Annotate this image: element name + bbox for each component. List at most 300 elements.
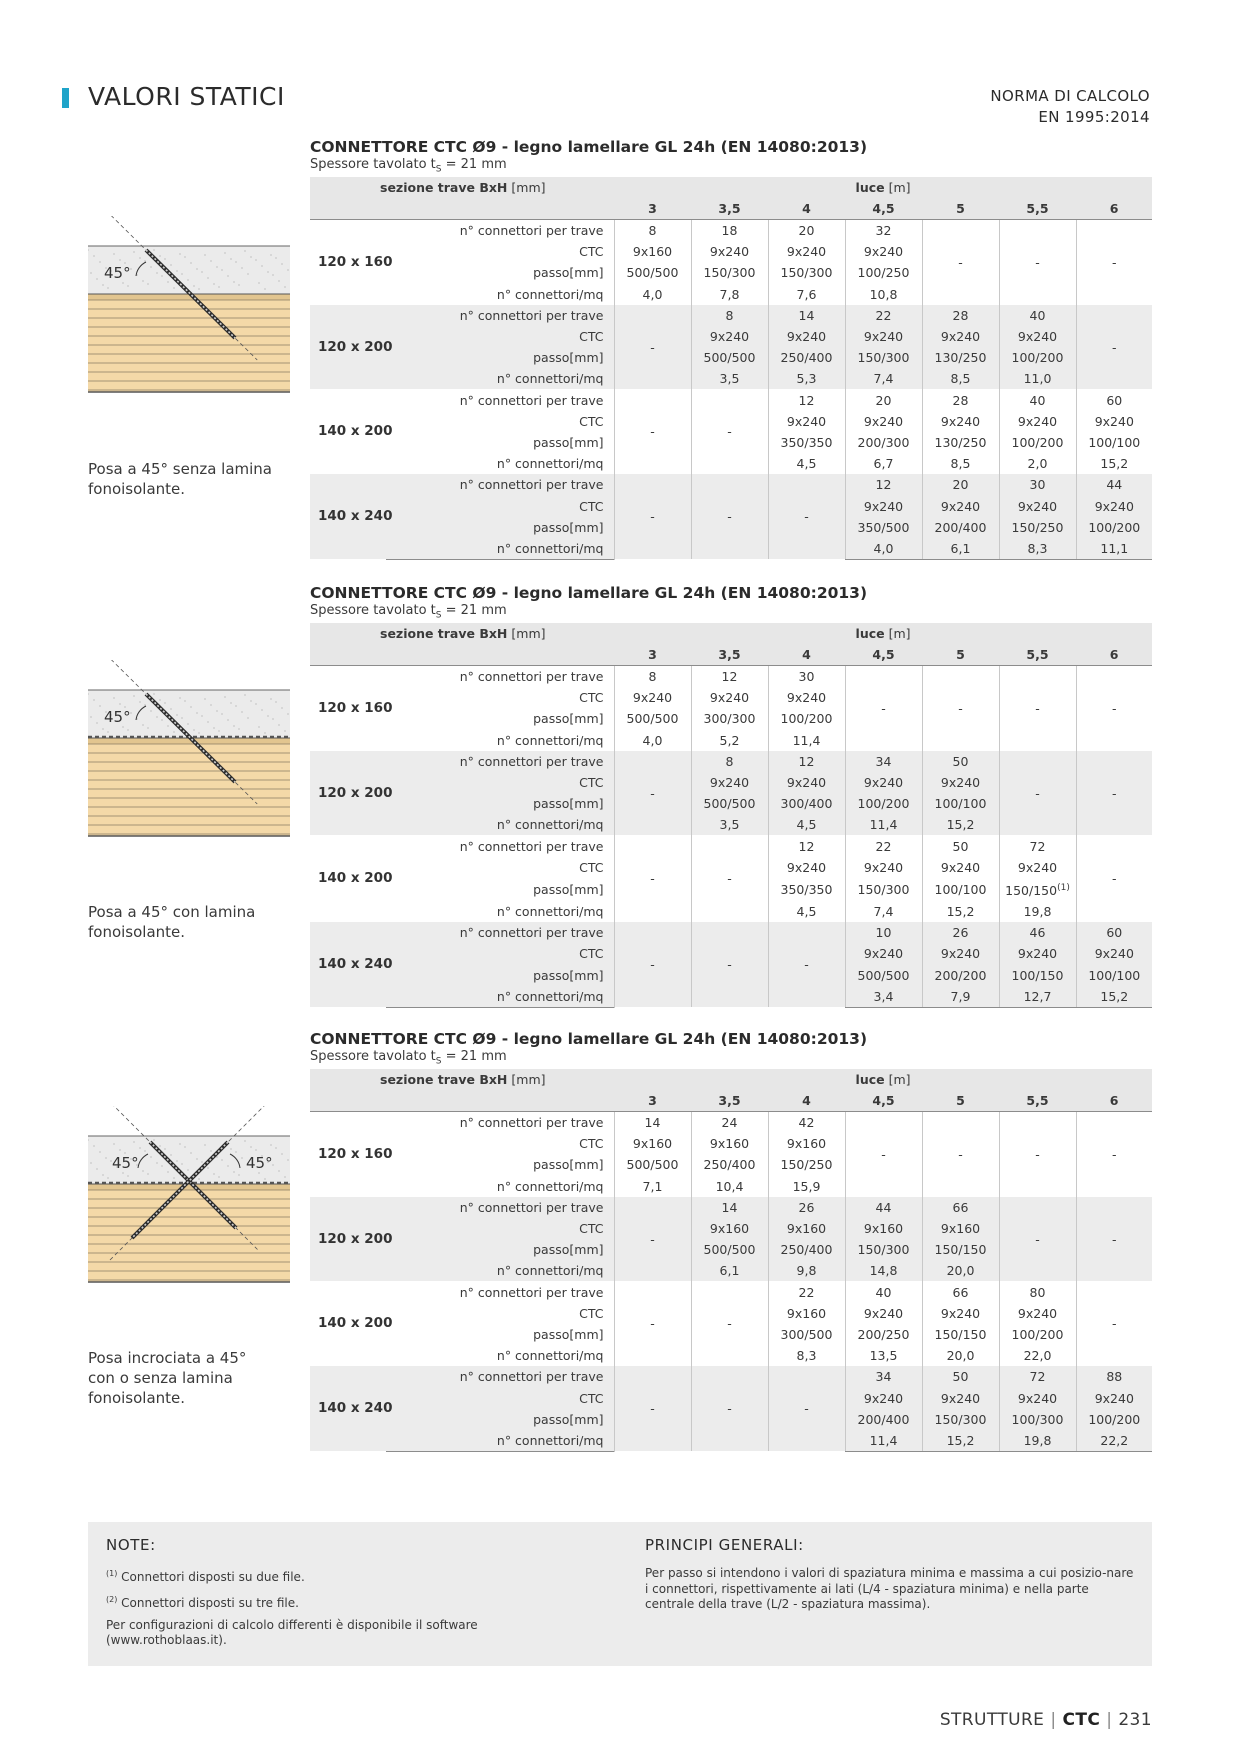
angle-label: 45° — [104, 708, 131, 726]
cell-value: 11,1 — [1076, 538, 1152, 560]
cell-value: 12 — [768, 835, 845, 856]
cell-value: 9x240 — [845, 772, 922, 793]
cell-value: 9x240 — [922, 1303, 999, 1324]
column-header-label: sezione trave BxH — [380, 179, 508, 195]
cell-empty: - — [999, 1111, 1076, 1196]
illustration — [88, 1106, 290, 1306]
concrete-grain — [176, 1160, 178, 1162]
cell-value: 9x240 — [691, 772, 768, 793]
cell-value: 42 — [768, 1111, 845, 1133]
cell-value: 18 — [691, 219, 768, 241]
caption-line: fonoisolante. — [88, 1389, 186, 1407]
subtitle-suffix: = 21 mm — [441, 1049, 507, 1064]
cell-value: 12,7 — [999, 986, 1076, 1008]
cell-value: 100/200 — [999, 1324, 1076, 1345]
concrete-grain — [216, 266, 218, 268]
column-header-section — [310, 177, 614, 198]
cell-value — [999, 878, 1076, 901]
concrete-grain — [142, 1170, 144, 1172]
cell-value: 9x240 — [1076, 1387, 1152, 1408]
concrete-grain — [102, 728, 104, 730]
column-header-section — [310, 1069, 614, 1090]
glulam-beam — [88, 300, 290, 392]
cell-value: 9x240 — [691, 687, 768, 708]
cell-value: 9x240 — [768, 241, 845, 262]
cell-value: 9x240 — [999, 943, 1076, 964]
cell-value: 150/300 — [691, 262, 768, 283]
concrete-grain — [207, 1167, 209, 1169]
cell-value: 30 — [768, 665, 845, 687]
concrete-grain — [244, 1140, 246, 1142]
cell-value: 100/250 — [845, 262, 922, 283]
concrete-grain — [142, 280, 144, 282]
concrete-grain — [284, 1176, 286, 1178]
concrete-grain — [179, 253, 181, 255]
cell-value: 40 — [999, 305, 1076, 326]
cell-value: 6,1 — [691, 1260, 768, 1281]
cell-value: 3,4 — [845, 986, 922, 1008]
cell-value: 46 — [999, 922, 1076, 943]
cell-value: 100/100 — [1076, 965, 1152, 986]
concrete-grain — [264, 1178, 266, 1180]
table-title: CONNETTORE CTC Ø9 - legno lamellare GL 24h (EN 14080:2013) — [310, 1030, 868, 1048]
cell-value: 150/300 — [922, 1409, 999, 1430]
caption-line: Posa incrociata a 45° — [88, 1349, 247, 1367]
row-label: CTC — [386, 772, 614, 793]
cell-value: 150/150 — [922, 1239, 999, 1260]
column-header-span — [614, 623, 1152, 644]
concrete-grain — [272, 274, 274, 276]
concrete-grain — [255, 703, 257, 705]
cell-value: 150/150 — [922, 1324, 999, 1345]
section-group — [310, 219, 1152, 304]
beam-section: 140 x 240 — [310, 922, 386, 1007]
concrete-grain — [193, 285, 195, 287]
concrete-grain — [255, 259, 257, 261]
cell-value: 20 — [845, 389, 922, 410]
cell-empty: - — [614, 1197, 691, 1282]
cell-value: 9x240 — [768, 772, 845, 793]
cell-empty: - — [922, 665, 999, 750]
concrete-grain — [261, 265, 263, 267]
concrete-grain — [119, 259, 121, 261]
section-group — [310, 1366, 1152, 1451]
cell-value: 9x160 — [691, 1133, 768, 1154]
concrete-grain — [187, 1169, 189, 1171]
cell-value: 4,0 — [614, 730, 691, 751]
cell-value: 66 — [922, 1197, 999, 1218]
cell-value: 10,4 — [691, 1176, 768, 1197]
cell-value: 8 — [614, 219, 691, 241]
cell-value: 11,0 — [999, 368, 1076, 389]
notes-column — [106, 1536, 586, 1655]
concrete-grain — [204, 1144, 206, 1146]
note-text: Per configurazioni di calcolo differenti è disponibile il software (www.rothoblaas.it). — [106, 1618, 478, 1647]
concrete-grain — [184, 1146, 186, 1148]
cell-value: 7,1 — [614, 1176, 691, 1197]
note-reference: (1) — [1057, 882, 1070, 893]
concrete-grain — [159, 255, 161, 257]
cell-empty: - — [922, 219, 999, 304]
concrete-grain — [235, 1151, 237, 1153]
concrete-grain — [170, 264, 172, 266]
cell-empty: - — [691, 835, 768, 922]
cell-value: 40 — [999, 389, 1076, 410]
table-row — [310, 751, 1152, 772]
concrete-grain — [190, 706, 192, 708]
concrete-grain — [241, 267, 243, 269]
beam-section: 120 x 200 — [310, 1197, 386, 1282]
row-label: CTC — [579, 1305, 604, 1321]
concrete-grain — [150, 1156, 152, 1158]
row-label: CTC — [386, 326, 614, 347]
cell-value: 350/350 — [768, 432, 845, 453]
cell-value: 500/500 — [614, 708, 691, 729]
concrete-grain — [235, 705, 237, 707]
subtitle-index: S — [435, 610, 442, 621]
concrete-grain — [207, 721, 209, 723]
span-value: 3 — [614, 198, 691, 220]
cell-value: 32 — [845, 219, 922, 241]
subtitle-suffix: = 21 mm — [441, 603, 507, 618]
column-header-span — [614, 177, 1152, 198]
cell-value: 9x240 — [845, 1387, 922, 1408]
cell-value: 72 — [999, 835, 1076, 856]
glulam-beam — [88, 1190, 290, 1282]
cell-value: 3,5 — [691, 368, 768, 389]
concrete-grain — [184, 700, 186, 702]
angle-label: 45° — [104, 264, 131, 282]
table-subtitle — [310, 1049, 1152, 1067]
concrete-grain — [164, 702, 166, 704]
section-illustration — [88, 660, 290, 860]
table-row — [310, 1111, 1152, 1133]
row-label: n° connettori per trave — [459, 838, 604, 854]
cell-value: 6,7 — [845, 453, 922, 474]
cell-value: 150/300 — [768, 262, 845, 283]
cell-value: 4,5 — [768, 814, 845, 835]
beam-section: 120 x 160 — [318, 699, 393, 716]
cell-empty: - — [1076, 219, 1152, 304]
cell-empty: - — [768, 474, 845, 559]
cell-value: 9x240 — [768, 687, 845, 708]
header-row-spans — [310, 644, 1152, 666]
concrete-grain — [255, 1149, 257, 1151]
cell-value: 14 — [691, 1197, 768, 1218]
concrete-grain — [213, 727, 215, 729]
principles-column — [645, 1536, 1140, 1613]
concrete-grain — [278, 1170, 280, 1172]
span-value: 5 — [922, 1090, 999, 1112]
concrete-grain — [258, 1172, 260, 1174]
page-footer: STRUTTURE | CTC | 231 — [939, 1710, 1152, 1730]
concrete-grain — [258, 726, 260, 728]
table-row — [310, 219, 1152, 241]
data-table — [310, 623, 1152, 1008]
cell-value: 200/300 — [845, 432, 922, 453]
column-header-label: sezione trave BxH — [380, 625, 508, 641]
caption-line: fonoisolante. — [88, 480, 186, 498]
section-group — [310, 474, 1152, 559]
section-illustration — [88, 216, 290, 416]
cell-value: 20 — [922, 474, 999, 495]
beam-section: 140 x 200 — [318, 870, 393, 887]
cell-value: 12 — [845, 474, 922, 495]
concrete-grain — [227, 275, 229, 277]
row-label: passo[mm] — [533, 881, 604, 897]
concrete-grain — [102, 284, 104, 286]
span-value: 5,5 — [999, 198, 1076, 220]
cell-value: 9x240 — [922, 1387, 999, 1408]
cell-value: 14,8 — [845, 1260, 922, 1281]
row-label: n° connettori per trave — [386, 1366, 614, 1387]
header-row-labels — [310, 623, 1152, 644]
cell-value: 100/100 — [1076, 432, 1152, 453]
concrete-grain — [201, 271, 203, 273]
cell-value: 130/250 — [922, 347, 999, 368]
concrete-grain — [264, 732, 266, 734]
cell-empty: - — [614, 835, 691, 922]
concrete-grain — [210, 704, 212, 706]
concrete-grain — [159, 1145, 161, 1147]
cell-value: 28 — [922, 305, 999, 326]
column-header-unit: [mm] — [511, 179, 546, 195]
row-label: CTC — [579, 413, 604, 429]
concrete-grain — [173, 1177, 175, 1179]
header-spacer — [310, 198, 614, 220]
concrete-grain — [261, 709, 263, 711]
concrete-grain — [210, 1150, 212, 1152]
concrete-grain — [196, 712, 198, 714]
cell-value: 500/500 — [691, 793, 768, 814]
cell-value: 12 — [691, 665, 768, 687]
cell-value: 40 — [845, 1281, 922, 1302]
cell-value: 100/300 — [999, 1409, 1076, 1430]
cell-value: 300/300 — [691, 708, 768, 729]
cell-value: 7,8 — [691, 284, 768, 305]
cell-value: 22 — [845, 305, 922, 326]
cell-value: 66 — [922, 1281, 999, 1302]
concrete-grain — [122, 1172, 124, 1174]
concrete-grain — [153, 693, 155, 695]
concrete-grain — [153, 1139, 155, 1141]
cell-empty: - — [845, 1111, 922, 1196]
table-row — [310, 347, 1152, 368]
cell-value: 250/400 — [768, 347, 845, 368]
section-group — [310, 751, 1152, 836]
cell-value: 13,5 — [845, 1345, 922, 1366]
section-group — [310, 305, 1152, 390]
cell-value: 500/500 — [845, 965, 922, 986]
norma-line-1: NORMA DI CALCOLO — [990, 87, 1150, 105]
norma-line-2: EN 1995:2014 — [1038, 108, 1150, 126]
concrete-grain — [144, 1150, 146, 1152]
concrete-grain — [210, 260, 212, 262]
concrete-grain — [179, 1143, 181, 1145]
cell-value: 10 — [845, 922, 922, 943]
cell-value: 150/300 — [845, 347, 922, 368]
header-spacer — [310, 1090, 614, 1112]
concrete-grain — [244, 250, 246, 252]
concrete-grain — [204, 698, 206, 700]
concrete-grain — [230, 702, 232, 704]
cell-value: 4,0 — [845, 538, 922, 560]
cell-value: 4,5 — [768, 453, 845, 474]
cell-value: 8 — [691, 305, 768, 326]
concrete-grain — [233, 725, 235, 727]
cell-value: 2,0 — [999, 453, 1076, 474]
title-accent-bar — [62, 88, 69, 108]
cell-value: 28 — [922, 389, 999, 410]
header-row-spans — [310, 1090, 1152, 1112]
concrete-grain — [241, 1157, 243, 1159]
row-label: n° connettori/mq — [386, 986, 614, 1008]
section-group — [310, 1111, 1152, 1196]
row-label: n° connettori per trave — [459, 1115, 604, 1131]
glulam-beam — [88, 744, 290, 836]
cell-value: 150/250 — [768, 1154, 845, 1175]
cell-value: 7,9 — [922, 986, 999, 1008]
cell-empty: - — [1076, 305, 1152, 390]
cell-value: 22 — [845, 835, 922, 856]
column-header-unit: [mm] — [511, 625, 546, 641]
cell-value: 9x160 — [768, 1303, 845, 1324]
concrete-grain — [227, 719, 229, 721]
row-label: n° connettori per trave — [459, 1284, 604, 1300]
footer-page-number: 231 — [1118, 1710, 1152, 1730]
cell-value: 8,5 — [922, 453, 999, 474]
row-label: passo[mm] — [533, 1157, 604, 1173]
cell-empty: - — [614, 1281, 691, 1366]
concrete-grain — [227, 1165, 229, 1167]
concrete-grain — [241, 711, 243, 713]
concrete-grain — [230, 1148, 232, 1150]
cell-value: 9x240 — [845, 1303, 922, 1324]
concrete-grain — [99, 261, 101, 263]
cell-value: 12 — [768, 389, 845, 410]
concrete-grain — [224, 696, 226, 698]
concrete-grain — [161, 719, 163, 721]
cell-value: 50 — [922, 751, 999, 772]
beam-section: 140 x 200 — [318, 1315, 393, 1332]
cell-empty: - — [614, 1366, 691, 1451]
subtitle-index: S — [435, 1056, 442, 1067]
cell-value: 30 — [999, 474, 1076, 495]
section-group — [310, 389, 1152, 474]
section-group — [310, 1281, 1152, 1366]
concrete-grain — [181, 1163, 183, 1165]
subtitle-index: S — [435, 164, 442, 175]
cell-value: 9x240 — [999, 1303, 1076, 1324]
cell-value: 44 — [845, 1197, 922, 1218]
cell-value: 100/200 — [999, 432, 1076, 453]
header-row-labels — [310, 1069, 1152, 1090]
concrete-grain — [287, 713, 289, 715]
cell-value: 100/200 — [845, 793, 922, 814]
caption-line: fonoisolante. — [88, 923, 186, 941]
span-value: 4,5 — [845, 198, 922, 220]
row-label: n° connettori/mq — [386, 538, 614, 560]
cell-value: 19,8 — [999, 1430, 1076, 1452]
concrete-grain — [272, 718, 274, 720]
subtitle-prefix: Spessore tavolato t — [310, 1049, 436, 1064]
concrete-grain — [147, 1173, 149, 1175]
concrete-grain — [139, 701, 141, 703]
concrete-grain — [270, 1144, 272, 1146]
table-subtitle — [310, 157, 1152, 175]
cell-value: 9x240 — [922, 326, 999, 347]
cell-empty: - — [922, 1111, 999, 1196]
section-illustration — [88, 1106, 290, 1306]
cell-value: 26 — [922, 922, 999, 943]
table-wrap — [310, 584, 1152, 1008]
row-label: passo[mm] — [386, 965, 614, 986]
cell-empty: - — [614, 389, 691, 474]
cell-value: 9x160 — [614, 241, 691, 262]
cell-empty: - — [999, 1197, 1076, 1282]
span-value: 3 — [614, 1090, 691, 1112]
concrete-grain — [221, 1159, 223, 1161]
cell-value: 9,8 — [768, 1260, 845, 1281]
cell-value: 15,2 — [1076, 986, 1152, 1008]
concrete-grain — [127, 1175, 129, 1177]
concrete-grain — [127, 729, 129, 731]
cell-value: 100/200 — [999, 347, 1076, 368]
footer-section: STRUTTURE — [939, 1710, 1045, 1730]
cell-value: 15,2 — [922, 814, 999, 835]
concrete-grain — [133, 1141, 135, 1143]
concrete-grain — [119, 1149, 121, 1151]
cell-value: 44 — [1076, 474, 1152, 495]
cell-value: 100/100 — [922, 793, 999, 814]
cell-value: 9x240 — [922, 495, 999, 516]
concrete-grain — [90, 1162, 92, 1164]
concrete-grain — [153, 249, 155, 251]
concrete-grain — [133, 251, 135, 253]
cell-value: 9x240 — [999, 1387, 1076, 1408]
row-label: n° connettori per trave — [386, 751, 614, 772]
cell-value: 350/500 — [845, 517, 922, 538]
concrete-grain — [190, 262, 192, 264]
concrete-grain — [196, 1158, 198, 1160]
cell-value: 8,3 — [768, 1345, 845, 1366]
beam-section: 120 x 160 — [318, 1145, 393, 1162]
row-label: CTC — [386, 1387, 614, 1408]
row-label: passo[mm] — [386, 1239, 614, 1260]
concrete-grain — [250, 1146, 252, 1148]
span-value: 6 — [1076, 644, 1152, 666]
concrete-grain — [147, 727, 149, 729]
concrete-grain — [113, 253, 115, 255]
beam-section: 120 x 200 — [310, 751, 386, 836]
notes-box — [88, 1522, 1152, 1666]
row-label: n° connettori/mq — [496, 286, 604, 302]
cell-value: 26 — [768, 1197, 845, 1218]
cell-value: 9x160 — [768, 1218, 845, 1239]
concrete-grain — [90, 272, 92, 274]
concrete-grain — [281, 263, 283, 265]
concrete-grain — [193, 729, 195, 731]
cell-value: 60 — [1076, 389, 1152, 410]
cell-value: 100/200 — [1076, 517, 1152, 538]
span-value: 3,5 — [691, 198, 768, 220]
concrete-grain — [275, 257, 277, 259]
cell-value: 8,5 — [922, 368, 999, 389]
concrete-grain — [156, 716, 158, 718]
table-row — [310, 922, 1152, 943]
cell-empty: - — [768, 1366, 845, 1451]
concrete-grain — [270, 698, 272, 700]
